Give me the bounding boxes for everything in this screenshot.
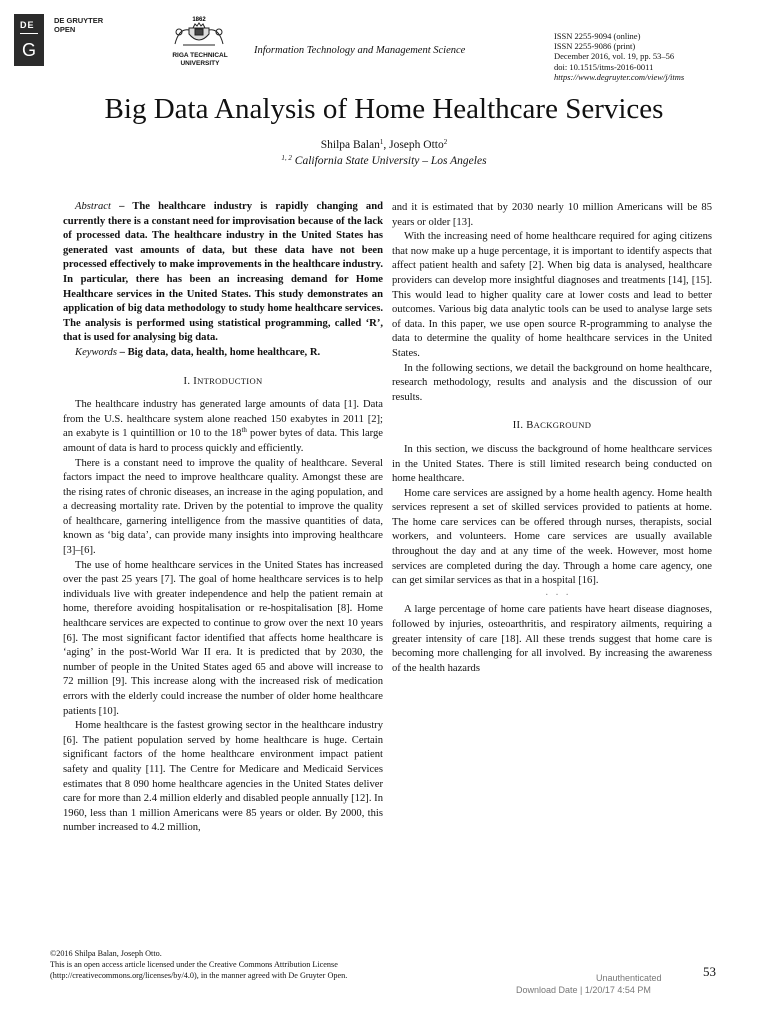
degruyter-logo bbox=[14, 14, 44, 66]
intro-p1-text-a: The healthcare industry has generated large amounts of data [1]. Data from the U.S. healthcare system alone reached 150 exabytes in 2011 [2]; an exabyte is 1 quintillion or 10 to the 18 bbox=[63, 399, 383, 440]
license-line-2: (http://creativecommons.org/licenses/by/4.0), in the manner agreed with De Gruyter Open. bbox=[50, 971, 348, 980]
copyright: ©2016 Shilpa Balan, Joseph Otto. bbox=[50, 949, 162, 958]
intro-p1-text-b: power bytes of data. This large amount of data is hard to process quickly and efficiently. bbox=[63, 428, 383, 454]
university-name bbox=[160, 52, 240, 68]
issue-info: December 2016, vol. 19, pp. 53–56 bbox=[554, 51, 675, 62]
doi: doi: 10.1515/itms-2016-0011 bbox=[554, 61, 654, 72]
right-column bbox=[392, 201, 712, 676]
university-name-line1: RIGA TECHNICAL bbox=[172, 52, 228, 59]
page-number: 53 bbox=[703, 964, 716, 979]
section-number: I. I bbox=[183, 375, 198, 387]
author-separator: , bbox=[383, 139, 390, 151]
intro-p1-superscript: th bbox=[241, 426, 247, 435]
author-list bbox=[0, 139, 768, 151]
intro-paragraph-5: and it is estimated that by 2030 nearly 10 million Americans will be 85 years or older [13]. bbox=[392, 202, 712, 228]
abstract-text: – The healthcare industry is rapidly changing and currently there is a constant need for improvisation because of the lack of processed data. The healthcare industry in the United States has generated vast amounts of data, but these data have not been processed effectively to make improvements in the healthcare industry. In particular, there has been an increasing demand for Home Healthcare services in the United States. This study demonstrates an application of big data methodology to study home healthcare services. The analysis is performed using statistical programming, called ‘R’, that is used for analysing big data. bbox=[63, 201, 383, 344]
university-name-line2: UNIVERSITY bbox=[180, 60, 220, 67]
left-column bbox=[63, 200, 383, 836]
intro-paragraph-2: There is a constant need to improve the quality of healthcare. Several factors impact the need to improve healthcare quality. Amongst these are the rising rates of chronic diseases, an increase in the aging population, and a decreasing mortality rate. Driven by the potential to improve the quality of healthcare, garnering intelligence from the massive quantities of data, known as ‘big data’, can provide many insights into improving healthcare [3]–[6]. bbox=[63, 457, 383, 557]
abstract-label: Abstract bbox=[75, 201, 111, 212]
keywords-text: – Big data, data, health, home healthcare, R. bbox=[116, 346, 321, 358]
background-paragraph-2: Home care services are assigned by a home health agency. Home health services represent a set of skilled services provided to patients at home. The home care services can be offered through nurses, therapists, social workers, and volunteers. Home care services are usually available throughout the day and at any time of the week. However, most home services are completed during the day. Through a home care agency, one can get similar services as that in a hospital [16]. bbox=[392, 487, 712, 587]
background-paragraph-1: In this section, we discuss the background of home healthcare services in the United States. There is still limited research being conducted on home healthcare. bbox=[392, 443, 712, 485]
emblem-year: 1862 bbox=[192, 17, 206, 23]
paper-title: Big Data Analysis of Home Healthcare Services bbox=[104, 93, 664, 125]
affiliation-name: California State University – Los Angeles bbox=[294, 155, 487, 167]
publication-info bbox=[554, 31, 684, 82]
author-1: Shilpa Balan bbox=[320, 139, 380, 151]
unauthenticated-label: Unauthenticated bbox=[596, 973, 662, 983]
publisher-name bbox=[54, 16, 103, 34]
section-title: ACKGROUND bbox=[533, 420, 592, 431]
background-paragraph-5: A large percentage of home care patients have heart disease diagnoses, followed by injuries, osteoarthritis, and respiratory ailments, requiring a greater intensity of care [18]. All these trends suggest that home care is becoming more challenging for all involved. By increasing the awareness of the health hazards bbox=[392, 604, 712, 674]
footer-license bbox=[50, 948, 347, 981]
intro-paragraph-1 bbox=[63, 398, 383, 456]
logo-g-text: G bbox=[22, 40, 37, 60]
affiliation bbox=[0, 155, 768, 167]
publisher-name-line1: DE GRUYTER bbox=[54, 16, 104, 25]
journal-url-link[interactable]: https://www.degruyter.com/view/j/itms bbox=[554, 71, 685, 82]
download-date: Download Date | 1/20/17 4:54 PM bbox=[516, 985, 651, 995]
author-2: Joseph Otto bbox=[389, 139, 444, 151]
license-line-1: This is an open access article licensed under the Creative Commons Attribution License bbox=[50, 960, 338, 969]
keywords-label: Keywords bbox=[75, 346, 117, 358]
abstract bbox=[63, 200, 383, 346]
author-1-affil-mark: 1 bbox=[379, 138, 384, 146]
logo-de-text: DE bbox=[20, 20, 35, 30]
intro-paragraph-7: In the following sections, we detail the background on home healthcare, research methodology, results and analysis and the discussion of our results. bbox=[392, 362, 712, 403]
journal-title: Information Technology and Management Science bbox=[254, 45, 466, 56]
section-title: NTRODUCTION bbox=[197, 375, 263, 386]
section-heading-introduction bbox=[63, 374, 383, 390]
intro-paragraph-4: Home healthcare is the fastest growing sector in the healthcare industry [6]. The patient population served by home healthcare is huge. Certain significant factors of the home healthcare environment impact patient safety and quality [11]. The Centre for Medicare and Medicaid Services estimates that 8 090 home healthcare agencies in the United States deliver care for more than 2.4 million elderly and disabled people annually [12]. In 1960, less than 1 million Americans were 85 years or older. By 2000, this number increased to 4.2 million, bbox=[63, 720, 383, 834]
affiliation-marks: 1, 2 bbox=[281, 154, 292, 162]
issn-print: ISSN 2255-9086 (print) bbox=[554, 41, 636, 52]
elided-text-marker: · · · bbox=[545, 589, 571, 601]
intro-paragraph-3: The use of home healthcare services in the United States has increased over the past 25 years [7]. The goal of home healthcare services is to help individuals live with greater independence and help the patient remain at home, therefore avoiding hospitalisation or re-hospitalisation [8]. Home healthcare services are expected to continue to grow over the next 10 years [6]. The most significant factor identified that affects home healthcare is ‘aging’ in the post-World War II era. It is predicted that by 2030, the number of people in the United States aged 65 and above will increase to 72 million [9]. This increase along with the increased risk of medication errors with the elderly could increase the number of older home healthcare patients [10]. bbox=[63, 559, 383, 717]
author-2-affil-mark: 2 bbox=[443, 138, 448, 146]
issn-online: ISSN 2255-9094 (online) bbox=[554, 31, 641, 41]
riga-university-emblem-icon bbox=[169, 14, 229, 48]
section-number: II. B bbox=[512, 420, 534, 432]
section-heading-background bbox=[392, 418, 712, 434]
keywords bbox=[63, 346, 383, 361]
intro-paragraph-6: With the increasing need of home healthcare required for aging citizens that now make up a huge percentage, it is important to identify aspects that affect patient health and safety [2]. When big data is analysed, healthcare providers can develop more insightful diagnoses and treatments [14], [15]. This would lead to higher quality care at lower costs and lead to better outcomes. Various big data analytic tools can be used to analyse large sets of data. In this paper, we use open source R-programming to analyse the data to determine the quality of home healthcare services in the United States. bbox=[392, 231, 712, 359]
publisher-name-line2: OPEN bbox=[54, 25, 76, 34]
